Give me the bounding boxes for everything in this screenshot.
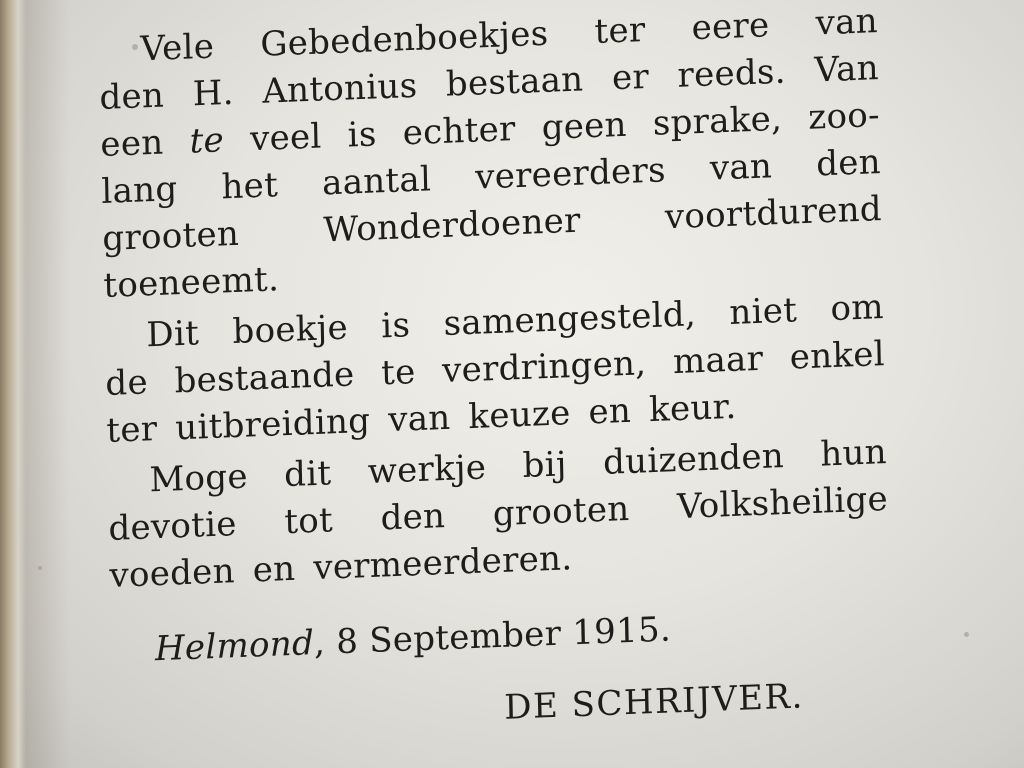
word: Van	[813, 48, 880, 91]
word: de	[105, 362, 149, 404]
word: is	[380, 305, 411, 347]
word: zoo-	[807, 95, 881, 138]
paper-speck	[964, 632, 969, 637]
word: Antonius	[261, 65, 418, 112]
word: niet	[728, 290, 798, 333]
word: duizenden	[602, 435, 785, 483]
word: vermeerderen.	[312, 538, 573, 589]
word: van	[709, 146, 773, 189]
word: Vele	[140, 26, 215, 70]
word: het	[221, 165, 279, 208]
word: vereerders	[474, 150, 667, 198]
word: den	[380, 496, 446, 539]
word: geen	[541, 104, 628, 149]
word: verdringen,	[441, 343, 647, 392]
word: ter	[594, 9, 646, 52]
word: om	[830, 287, 885, 330]
word: toeneemt.	[102, 259, 280, 306]
word: lang	[101, 169, 178, 212]
word: keuze	[468, 393, 571, 438]
paper-speck	[38, 566, 42, 570]
word: Wonderdoener	[322, 200, 582, 251]
word: den	[815, 142, 882, 185]
word: voortdurend	[664, 189, 883, 238]
word: grooten	[102, 213, 240, 259]
word: van	[815, 1, 879, 44]
word: voeden	[109, 551, 236, 596]
word: grooten	[492, 488, 630, 535]
word: en	[252, 548, 296, 591]
word: en	[588, 390, 632, 433]
word: van	[387, 397, 451, 441]
word: enkel	[789, 334, 886, 378]
word: veel	[249, 116, 322, 160]
word: H.	[192, 72, 235, 115]
word: reeds.	[677, 51, 787, 96]
word: bij	[522, 444, 568, 487]
word: bestaan	[445, 59, 584, 105]
word: werkje	[367, 447, 487, 492]
word: devotie	[108, 504, 238, 549]
word: Volksheilige	[676, 479, 889, 528]
word: sprake,	[652, 98, 783, 144]
word: boekje	[232, 307, 349, 353]
word: hun	[819, 432, 888, 475]
word: keur.	[648, 386, 737, 431]
word: een	[100, 122, 164, 165]
word: aantal	[321, 159, 432, 204]
signoff-line	[111, 596, 891, 676]
word: maar	[672, 338, 764, 383]
book-page-edge	[0, 0, 26, 768]
page-text-block	[98, 0, 893, 748]
word: Gebedenboekjes	[259, 13, 549, 65]
word: Moge	[149, 456, 249, 501]
word: er	[611, 56, 650, 99]
signoff-date: , 8 September 1915.	[313, 609, 672, 664]
italic-word: te	[189, 120, 225, 162]
word: eere	[691, 5, 770, 49]
signoff-place: Helmond	[154, 623, 315, 670]
word: den	[99, 75, 165, 118]
word: samengesteld,	[443, 294, 697, 344]
word: ter	[106, 409, 158, 451]
author-signature: DE SCHRIJVER.	[503, 676, 805, 728]
word: tot	[283, 500, 334, 543]
word: dit	[283, 453, 332, 496]
word: uitbreiding	[174, 400, 371, 449]
word: bestaande	[174, 354, 355, 402]
word: is	[347, 114, 378, 156]
word: te	[380, 352, 416, 394]
word: Dit	[146, 313, 200, 356]
word: echter	[402, 109, 517, 154]
